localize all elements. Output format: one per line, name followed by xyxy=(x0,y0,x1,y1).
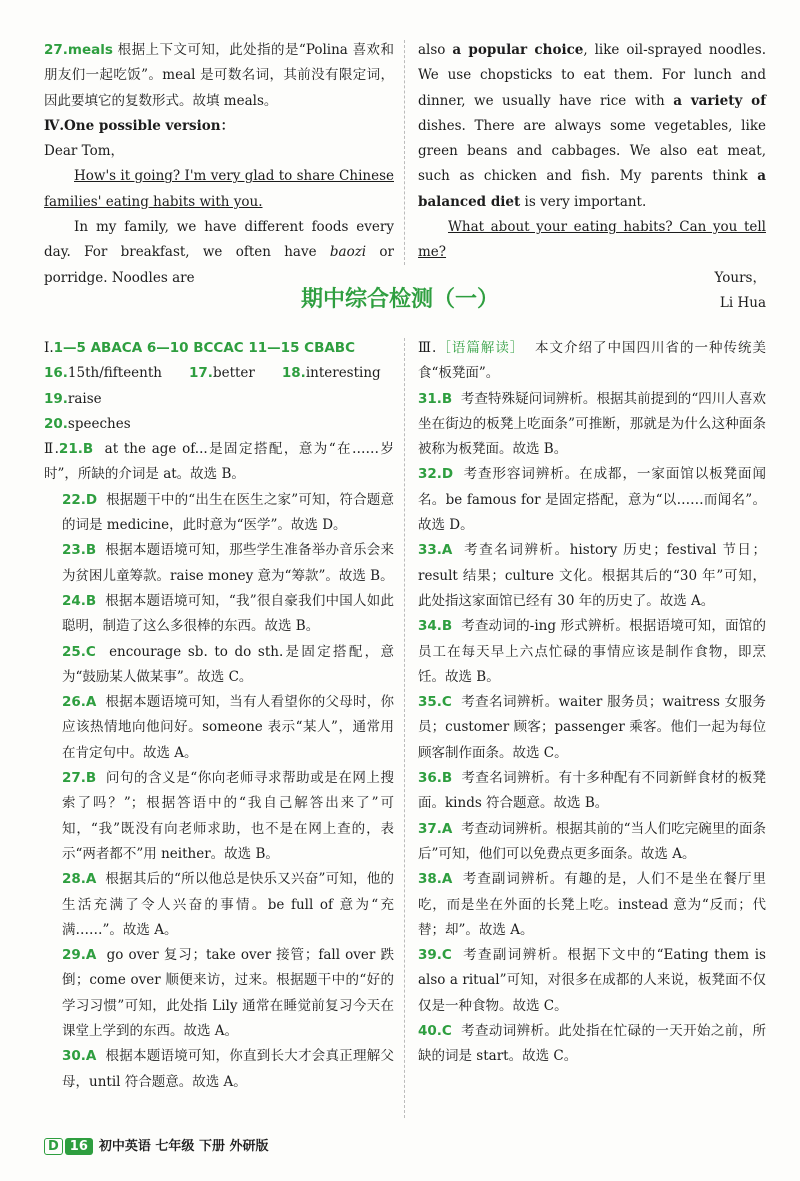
answer-29: 29.A go over 复习；take over 接管；fall over 跌倒；come over 顺便来访，过来。根据题干中的“好的学习习惯”可知，此处指 Lily 通常在睡觉前复习今天在课堂上学到的东西。故选 A。 xyxy=(62,947,394,1040)
letter-signature: Li Hua xyxy=(719,294,766,311)
top-right-column xyxy=(418,38,766,316)
answer-27b: 27.B 问句的含义是“你向老师寻求帮助或是在网上搜索了吗？”；根据答语中的“我自己解答出来了”可知，“我”既没有向老师求助，也不是在网上查的，表示“两者都不”用 neither。故选 B。 xyxy=(62,770,394,862)
section-1-line-1: Ⅰ.1—5 ABACA 6—10 BCCAC 11—15 CBABC xyxy=(44,340,356,356)
book-info: 初中英语 七年级 下册 外研版 xyxy=(98,1139,269,1154)
answer-31: 31.B 考查特殊疑问词辨析。根据其前提到的“四川人喜欢坐在街边的板凳上吃面条”可推断，那就是为什么这种面条被称为板凳面。故选 B。 xyxy=(418,390,766,458)
main-left-column xyxy=(44,336,394,1095)
page-title: 期中综合检测（一） xyxy=(300,287,499,312)
column-divider-main xyxy=(404,338,405,1118)
letter-continuation: also a popular choice, like oil-sprayed noodles. We use chopsticks to eat them. For lunch and dinner, we usually have rice with a variety of dishes. There are always some vegetables, like green beans and cabbages. We also eat meat, such as chicken and fish. My parents think a balanced diet is very important. xyxy=(418,42,767,210)
answer-34: 34.B 考查动词的-ing 形式辨析。根据语境可知，面馆的员工在每天早上六点忙碌的事情应该是制作食物，即烹饪。故选 B。 xyxy=(418,618,766,685)
answer-36: 36.B 考查名词辨析。有十多种配有不同新鲜食材的板凳面。kinds 符合题意。故选 B。 xyxy=(418,770,766,812)
section-4-header: Ⅳ.One possible version： xyxy=(44,117,235,134)
answer-38: 38.A 考查副词辨析。有趣的是，人们不是坐在餐厅里吃，而是坐在外面的长凳上吃。instead 意为“反而；代替；却”。故选 A。 xyxy=(418,871,766,938)
section-1-line-3: 20.speeches xyxy=(44,415,131,432)
letter-greeting: Dear Tom， xyxy=(44,143,124,160)
letter-para-2: In my family, we have different foods every day. For breakfast, we often have baozi or porridge. Noodles are xyxy=(44,219,394,286)
answer-text: 根据上下文可知，此处指的是“Polina 喜欢和朋友们一起吃饭”。meal 是可数名词，其前没有限定词，因此要填它的复数形式。故填 meals。 xyxy=(44,42,394,109)
answer-25: 25.C encourage sb. to do sth.是固定搭配，意为“鼓励某人做某事”。故选 C。 xyxy=(62,643,394,685)
page-number: 16 xyxy=(65,1138,93,1155)
answer-35: 35.C 考查名词辨析。waiter 服务员；waitress 女服务员；customer 顾客；passenger 乘客。他们一起为每位顾客制作面条。故选 C。 xyxy=(418,694,766,761)
answer-22: 22.D 根据题干中的“出生在医生之家”可知，符合题意的词是 medicine，此时意为“医学”。故选 D。 xyxy=(62,491,394,534)
answer-27 xyxy=(44,38,394,114)
top-left-column xyxy=(44,38,394,291)
letter-closing: Yours， xyxy=(714,269,766,286)
letter-question: What about your eating habits? Can you tell me? xyxy=(418,219,766,261)
answer-40: 40.C 考查动词辨析。此处指在忙碌的一天开始之前，所缺的词是 start。故选 C。 xyxy=(418,1023,767,1065)
section-1-line-2: 16.15th/fifteenth 17.better 18.interesting 19.raise xyxy=(44,365,381,407)
d-badge: D xyxy=(44,1138,63,1155)
main-right-column xyxy=(418,336,766,1070)
answer-23: 23.B 根据本题语境可知，那些学生准备举办音乐会来为贫困儿童筹款。raise money 意为“筹款”。故选 B。 xyxy=(62,542,394,584)
answer-30: 30.A 根据本题语境可知，你直到长大才会真正理解父母，until 符合题意。故选 A。 xyxy=(62,1048,394,1090)
answer-32: 32.D 考查形容词辨析。在成都，一家面馆以板凳面闻名。be famous for 是固定搭配，意为“以……而闻名”。故选 D。 xyxy=(418,466,767,534)
section-3-intro: Ⅲ.［语篇解读］ 本文介绍了中国四川省的一种传统美食“板凳面”。 xyxy=(418,340,767,382)
answer-21: Ⅱ.21.B at the age of...是固定搭配，意为“在……岁时”，所缺的介词是 at。故选 B。 xyxy=(44,441,394,483)
answer-24: 24.B 根据本题语境可知，“我”很自豪我们中国人如此聪明，制造了这么多很棒的东西。故选 B。 xyxy=(62,592,394,635)
answer-number: 27.meals xyxy=(44,42,113,58)
column-divider-top xyxy=(404,40,405,265)
page-footer xyxy=(44,1135,268,1155)
answer-39: 39.C 考查副词辨析。根据下文中的“Eating them is also a ritual”可知，对很多在成都的人来说，板凳面不仅仅是一种食物。故选 C。 xyxy=(418,947,766,1014)
answer-28: 28.A 根据其后的“所以他总是快乐又兴奋”可知，他的生活充满了令人兴奋的事情。be full of 意为“充满……”。故选 A。 xyxy=(62,871,394,938)
answer-26: 26.A 根据本题语境可知，当有人看望你的父母时，你应该热情地向他问好。someone 表示“某人”，通常用在肯定句中。故选 A。 xyxy=(62,694,394,761)
letter-para-1: How's it going? I'm very glad to share Chinese families' eating habits with you. xyxy=(44,168,394,210)
answer-37: 37.A 考查动词辨析。根据其前的“当人们吃完碗里的面条后”可知，他们可以免费点更多面条。故选 A。 xyxy=(418,820,766,862)
answer-33: 33.A 考查名词辨析。history 历史；festival 节日；result 结果；culture 文化。根据其后的“30 年”可知，此处指这家面馆已经有 30 年的历史了。故选 A。 xyxy=(418,542,766,609)
